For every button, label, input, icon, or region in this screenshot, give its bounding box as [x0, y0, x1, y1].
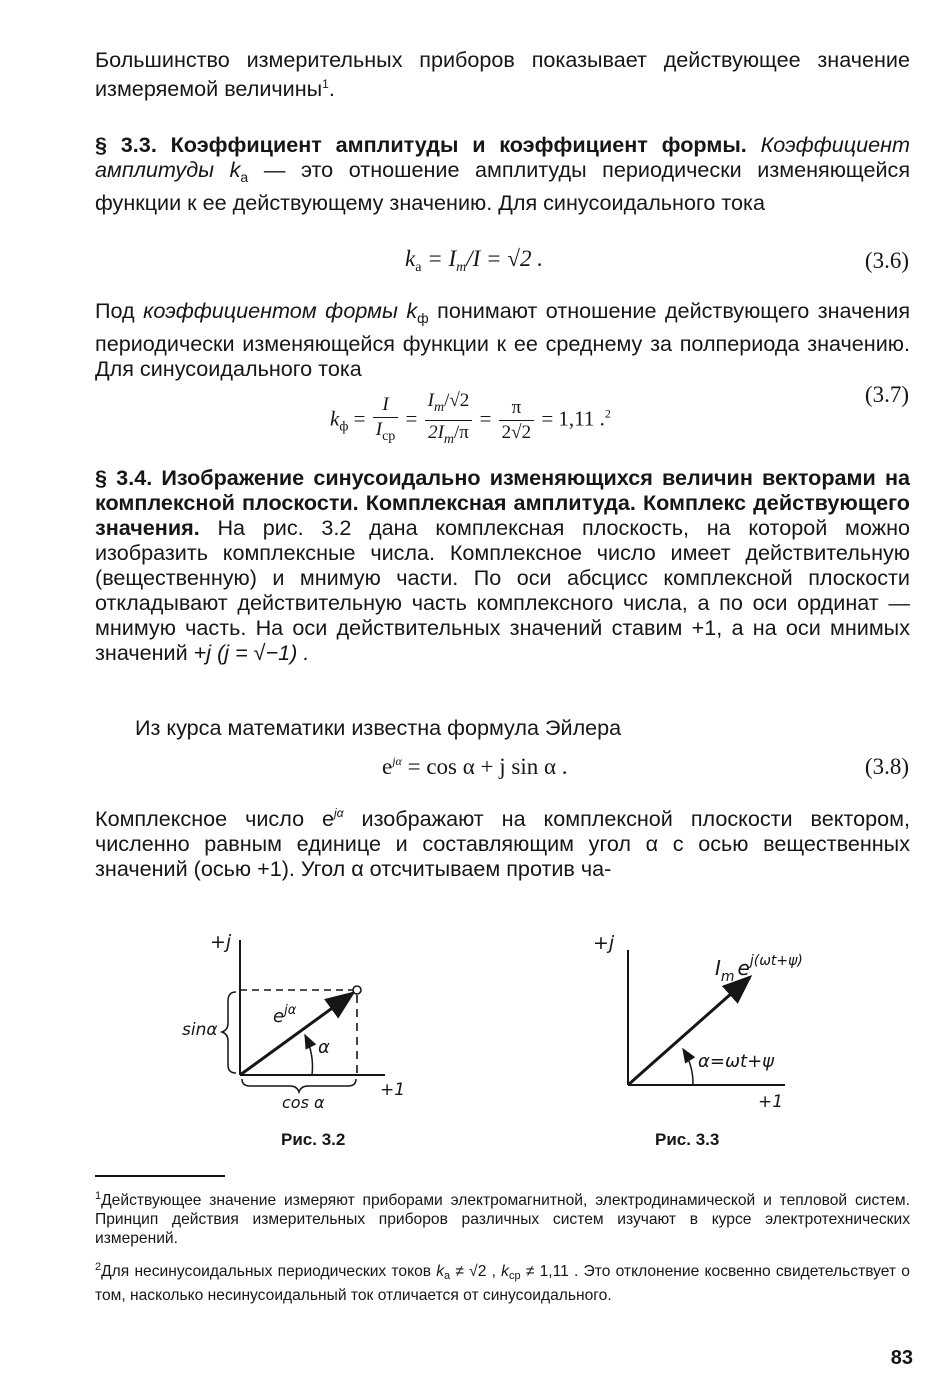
eq37-f1-den-sub: ср [382, 428, 396, 444]
fig33-label-angle: α=ωt+ψ [698, 1051, 775, 1072]
section-3-3-heading: § 3.3. Коэффициент амплитуды и коэффициент формы. [95, 132, 747, 157]
footnote-1 [95, 1187, 910, 1248]
fig32-label-y: +j [210, 931, 232, 953]
paragraph-complex-number [95, 801, 910, 881]
paragraph-intro [95, 47, 910, 101]
equation-3-6 [405, 246, 543, 276]
paragraph-form-factor [95, 298, 910, 381]
footnote-ref-1: 1 [322, 77, 329, 91]
eq38-e: e [382, 754, 393, 779]
complex-number-lead: Комплексное число e [95, 806, 335, 831]
eq37-f2-den-sub: m [443, 432, 455, 447]
footnote-2-text-a: Для несинусоидальных периодических токов [101, 1263, 432, 1281]
section-3-3 [95, 132, 910, 215]
eq37-f2-num-rest: /√2 [444, 390, 470, 411]
equation-3-6-number: (3.6) [864, 248, 909, 273]
footnote-1-text: Действующее значение измеряют приборами электромагнитной, электродинамической и тепловой систем. Принцип действия измерительных приборов различных систем изучают в курсе электротехнических измерений. [95, 1192, 910, 1248]
eq37-fraction-2 [425, 390, 473, 451]
eq37-k-sub: ф [339, 419, 349, 435]
equation-3-7-number: (3.7) [864, 382, 909, 407]
page-number: 83 [890, 1347, 913, 1369]
fig32-label-x: +1 [380, 1080, 406, 1100]
eq37-result: = 1,11 . [541, 406, 605, 431]
fig32-label-angle: α [318, 1037, 330, 1058]
term-amplitude-factor: Коэффициент амплитуды [95, 132, 911, 182]
symbol-ka: k [229, 157, 241, 182]
eq37-f3-num: π [499, 397, 534, 421]
fig33-label-y: +j [593, 932, 615, 954]
eq36-im: = I [427, 246, 457, 271]
figure-3-2 [170, 925, 590, 1155]
symbol-kf: k [406, 298, 418, 323]
fig33-angle-arc [683, 1049, 693, 1085]
fig32-label-cos: cos α [282, 1093, 325, 1112]
eq37-f2-den-rest: /π [454, 422, 469, 443]
figure-3-3 [590, 925, 890, 1155]
footnote-separator [95, 1175, 225, 1177]
euler-intro: Из курса математики известна формула Эйлера [135, 715, 622, 740]
complex-number-text: изображают на комплексной плоскости вектором, численно равным единице и составляющим угол α с осью вещественных значений (осью +1). Угол α отсчитываем против ча- [95, 806, 911, 881]
eq36-k-sub: а [415, 260, 422, 275]
fig33-label-x: +1 [758, 1092, 784, 1112]
fig32-vector-end [353, 986, 361, 994]
section-3-4 [95, 465, 910, 665]
footnote-2-text-c: ≠ √2 , [455, 1263, 496, 1281]
eq36-k: k [405, 246, 416, 271]
eq37-f1-den: I [375, 418, 383, 440]
fig32-cos-brace [242, 1079, 356, 1092]
footnote-2-text-e: ≠ 1,11 . Это отклонение косвенно свидетельствует о том, насколько несинусоидальный ток отличается от синусоидального. [95, 1263, 910, 1305]
fig33-label-vector: $I_m$ $e^{j(\omega t+\psi)}$ [715, 953, 803, 985]
section-3-4-heading: § 3.4. Изображение синусоидально изменяющихся величин векторами на комплексной плоскости. Комплексная амплитуда. Комплекс действующего значения. [95, 465, 910, 540]
eq38-rest: = cos α + j sin α . [407, 754, 568, 779]
period: . [328, 76, 335, 102]
footnote-2-ka: k [436, 1263, 445, 1281]
equation-3-7: $k_ф$ = $\frac{I}{I_{ср}}$ = $\frac{I_m/√2}{2I_m/\pi}$ = $\frac{\pi}{2√2}$ = 1,11 .$^2$ [330, 390, 611, 451]
footnote-2-kcp: k [501, 1263, 509, 1281]
form-factor-text: понимают отношение действующего значения периодически изменяющейся функции к ее среднему за полпериода значению. Для синусоидального тока [95, 298, 911, 381]
eq37-k: k [330, 406, 340, 431]
eq37-f2-num-sub: m [433, 400, 445, 415]
footnote-2 [95, 1258, 910, 1305]
symbol-kf-sub: ф [417, 310, 429, 326]
equation-3-8 [382, 754, 568, 780]
symbol-ka-sub: а [240, 169, 249, 185]
figure-3-2-caption: Рис. 3.2 [281, 1130, 346, 1149]
eq37-f3-den: 2√2 [501, 422, 532, 443]
footnote-2-ka-sub: а [444, 1270, 451, 1283]
eq37-f1-num: I [373, 394, 399, 418]
fig32-sin-brace [222, 992, 236, 1073]
eq37-fraction-1 [373, 394, 399, 448]
fig32-label-sin: sinα [182, 1020, 218, 1040]
equation-3-8-number: (3.8) [864, 754, 909, 779]
eq37-f2-num: I [427, 390, 434, 411]
footnote-1-mark: 1 [95, 1190, 102, 1202]
form-factor-lead: Под [95, 298, 135, 323]
eq36-rest: /I = √2 . [466, 246, 543, 271]
complex-number-exp: jα [334, 806, 344, 820]
footnote-2-mark: 2 [95, 1261, 102, 1273]
fig32-vector [240, 993, 353, 1075]
term-form-factor: коэффициентом формы [143, 298, 398, 323]
footnote-2-kcp-sub: ср [508, 1270, 521, 1283]
fig32-angle-arc [305, 1035, 312, 1075]
imaginary-unit-def: +j (j = √−1) . [193, 640, 310, 665]
eq38-exp: jα [392, 754, 402, 768]
footnote-ref-2: 2 [604, 406, 611, 421]
eq37-fraction-3 [499, 397, 534, 444]
eq36-m-sub: m [456, 260, 467, 275]
paragraph-intro-text: Большинство измерительных приборов показывает действующее значение измеряемой величины [95, 47, 910, 102]
eq37-f2-den: 2I [428, 422, 444, 443]
figure-3-3-caption: Рис. 3.3 [655, 1130, 720, 1149]
fig32-label-vector: $e^{j\alpha}$ [273, 1003, 297, 1027]
section-3-4-text: На рис. 3.2 дана комплексная плоскость, на которой можно изобразить комплексные числа. Комплексное число имеет действительную (вещественную) и мнимую части. По оси абсцисс комплексной плоскости откладывают действительную часть комплексного числа, а по оси ординат — мнимую часть. На оси действительных значений ставим +1, а на оси мнимых значений [95, 515, 911, 665]
section-3-3-text: — это отношение амплитуды периодически изменяющейся функции к ее действующему значению. Для синусоидального тока [95, 157, 911, 215]
